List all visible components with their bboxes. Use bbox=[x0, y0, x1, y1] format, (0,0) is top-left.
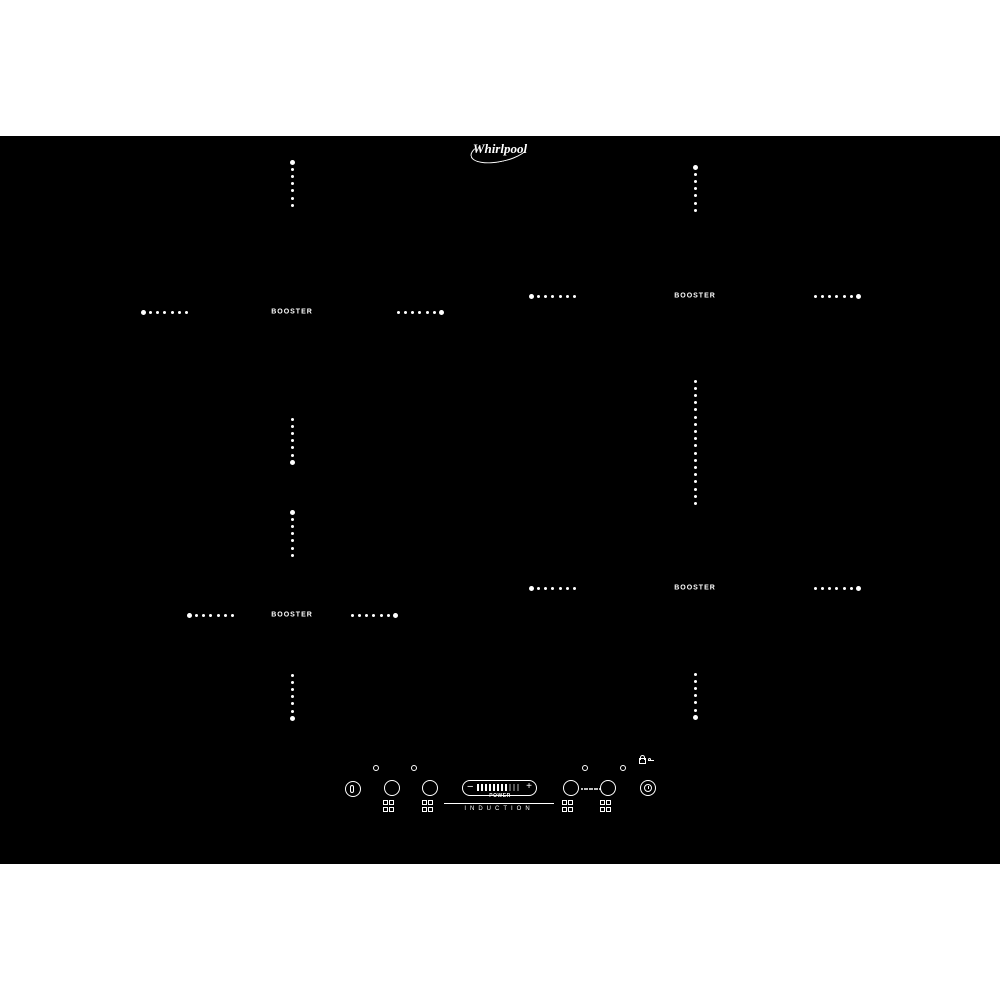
zone-select-rear-left-button[interactable] bbox=[384, 780, 400, 796]
zone-marker-dot bbox=[694, 502, 697, 505]
power-level-bar bbox=[481, 784, 483, 791]
zone-marker-dot bbox=[814, 295, 817, 298]
zone-marker-dot bbox=[694, 194, 697, 197]
zone-marker-dot bbox=[291, 710, 294, 713]
bridge-dot bbox=[591, 788, 593, 790]
zone-marker-dot bbox=[566, 295, 569, 298]
power-label: POWER bbox=[489, 793, 511, 799]
zone-marker-dot bbox=[843, 295, 846, 298]
zone-marker-dot bbox=[291, 439, 294, 442]
zone-marker-dot bbox=[291, 182, 294, 185]
zone-marker-dot bbox=[439, 310, 444, 315]
zone-marker-dot bbox=[290, 510, 295, 515]
zone-marker-dot bbox=[291, 518, 294, 521]
zone-marker-dot bbox=[291, 204, 294, 207]
zone-marker-dot bbox=[694, 394, 697, 397]
zone-marker-dot bbox=[694, 209, 697, 212]
zone-marker-dot bbox=[171, 311, 174, 314]
zone-marker-dot bbox=[291, 525, 294, 528]
power-on-off-button[interactable] bbox=[345, 781, 361, 797]
timer-indicator-icon bbox=[620, 765, 626, 771]
zone-marker-dot bbox=[433, 311, 436, 314]
zone-marker-dot bbox=[537, 295, 540, 298]
zone-marker-dot bbox=[291, 681, 294, 684]
zone-marker-dot bbox=[404, 311, 407, 314]
zone-marker-dot bbox=[291, 532, 294, 535]
zone-marker-dot bbox=[291, 702, 294, 705]
zone-marker-dot bbox=[178, 311, 181, 314]
zone-marker-dot bbox=[291, 197, 294, 200]
bridge-dot bbox=[586, 788, 588, 790]
clock-icon bbox=[644, 784, 652, 792]
zone-marker-dot bbox=[291, 432, 294, 435]
zone-marker-dot bbox=[291, 674, 294, 677]
zone-marker-dot bbox=[694, 473, 697, 476]
zone-marker-dot bbox=[573, 587, 576, 590]
zone-marker-dot bbox=[291, 695, 294, 698]
zone-marker-dot bbox=[291, 539, 294, 542]
zone-marker-dot bbox=[694, 488, 697, 491]
timer-button[interactable] bbox=[640, 780, 656, 796]
power-level-bar bbox=[497, 784, 499, 791]
zone-marker-dot bbox=[694, 452, 697, 455]
zone-rear-left-booster-label: BOOSTER bbox=[271, 308, 313, 316]
power-level-bar bbox=[513, 784, 515, 791]
zone-marker-dot bbox=[291, 446, 294, 449]
zone-marker-dot bbox=[821, 587, 824, 590]
zone-marker-dot bbox=[694, 444, 697, 447]
zone-marker-dot bbox=[358, 614, 361, 617]
zone-marker-dot bbox=[290, 716, 295, 721]
zone-marker-dot bbox=[202, 614, 205, 617]
zone-marker-dot bbox=[351, 614, 354, 617]
zone-marker-dot bbox=[694, 495, 697, 498]
zone-marker-dot bbox=[573, 295, 576, 298]
zone-marker-dot bbox=[693, 715, 698, 720]
zone-marker-dot bbox=[291, 425, 294, 428]
zone-marker-dot bbox=[559, 295, 562, 298]
power-level-bar bbox=[489, 784, 491, 791]
zone-marker-dot bbox=[694, 423, 697, 426]
power-level-bar bbox=[485, 784, 487, 791]
zone-marker-dot bbox=[291, 418, 294, 421]
zone-marker-dot bbox=[694, 709, 697, 712]
zone-marker-dot bbox=[290, 460, 295, 465]
zone-select-rear-right-button[interactable] bbox=[600, 780, 616, 796]
zone-marker-dot bbox=[224, 614, 227, 617]
power-level-bar bbox=[517, 784, 519, 791]
zone-marker-dot bbox=[291, 175, 294, 178]
zone-marker-dot bbox=[544, 295, 547, 298]
zone-front-right-pictogram-icon bbox=[562, 800, 574, 814]
zone-marker-dot bbox=[828, 587, 831, 590]
increase-power-icon[interactable]: + bbox=[526, 781, 532, 792]
zone-front-left-booster-label: BOOSTER bbox=[271, 611, 313, 619]
timer-indicator-icon bbox=[582, 765, 588, 771]
zone-select-front-right-button[interactable] bbox=[563, 780, 579, 796]
bridge-dot bbox=[596, 788, 598, 790]
zone-marker-dot bbox=[856, 294, 861, 299]
zone-marker-dot bbox=[537, 587, 540, 590]
power-level-bar bbox=[505, 784, 507, 791]
zone-marker-dot bbox=[566, 587, 569, 590]
zone-rear-left-pictogram-icon bbox=[383, 800, 395, 814]
zone-marker-dot bbox=[828, 295, 831, 298]
bridge-dot bbox=[599, 788, 601, 790]
zone-marker-dot bbox=[694, 466, 697, 469]
zone-marker-dot bbox=[529, 294, 534, 299]
zone-marker-dot bbox=[291, 547, 294, 550]
zone-marker-dot bbox=[693, 165, 698, 170]
zone-marker-dot bbox=[694, 387, 697, 390]
zone-marker-dot bbox=[694, 680, 697, 683]
cooktop-panel bbox=[0, 136, 1000, 864]
zone-marker-dot bbox=[821, 295, 824, 298]
brand-logo bbox=[468, 138, 532, 164]
zone-marker-dot bbox=[850, 295, 853, 298]
timer-indicator-icon bbox=[373, 765, 379, 771]
zone-marker-dot bbox=[231, 614, 234, 617]
zone-marker-dot bbox=[694, 701, 697, 704]
zone-marker-dot bbox=[856, 586, 861, 591]
zone-marker-dot bbox=[694, 380, 697, 383]
zone-marker-dot bbox=[694, 480, 697, 483]
zone-select-front-left-button[interactable] bbox=[422, 780, 438, 796]
timer-indicator-icon bbox=[411, 765, 417, 771]
zone-marker-dot bbox=[187, 613, 192, 618]
zone-marker-dot bbox=[694, 180, 697, 183]
zone-marker-dot bbox=[426, 311, 429, 314]
zone-marker-dot bbox=[217, 614, 220, 617]
zone-marker-dot bbox=[195, 614, 198, 617]
power-level-bar bbox=[477, 784, 479, 791]
zone-marker-dot bbox=[291, 688, 294, 691]
zone-rear-right-pictogram-icon bbox=[600, 800, 612, 814]
zone-marker-dot bbox=[397, 311, 400, 314]
power-level-bar bbox=[509, 784, 511, 791]
zone-marker-dot bbox=[694, 673, 697, 676]
bridge-dot bbox=[581, 788, 583, 790]
zone-marker-dot bbox=[411, 311, 414, 314]
zone-marker-dot bbox=[850, 587, 853, 590]
zone-marker-dot bbox=[843, 587, 846, 590]
zone-marker-dot bbox=[694, 430, 697, 433]
zone-marker-dot bbox=[694, 202, 697, 205]
zone-front-left-pictogram-icon bbox=[422, 800, 434, 814]
zone-marker-dot bbox=[529, 586, 534, 591]
zone-marker-dot bbox=[156, 311, 159, 314]
zone-rear-right-booster-label: BOOSTER bbox=[674, 292, 716, 300]
induction-divider bbox=[444, 803, 554, 804]
zone-marker-dot bbox=[694, 459, 697, 462]
zone-marker-dot bbox=[380, 614, 383, 617]
zone-marker-dot bbox=[559, 587, 562, 590]
zone-marker-dot bbox=[149, 311, 152, 314]
zone-marker-dot bbox=[544, 587, 547, 590]
zone-front-right-booster-label: BOOSTER bbox=[674, 584, 716, 592]
zone-marker-dot bbox=[291, 168, 294, 171]
brand-name: Whirlpool bbox=[472, 141, 528, 156]
zone-marker-dot bbox=[694, 416, 697, 419]
power-level-bar bbox=[493, 784, 495, 791]
zone-marker-dot bbox=[185, 311, 188, 314]
zone-marker-dot bbox=[694, 408, 697, 411]
zone-marker-dot bbox=[694, 187, 697, 190]
zone-marker-dot bbox=[291, 189, 294, 192]
power-icon bbox=[350, 785, 354, 793]
decrease-power-icon[interactable]: − bbox=[467, 781, 474, 793]
zone-marker-dot bbox=[694, 694, 697, 697]
zone-marker-dot bbox=[393, 613, 398, 618]
zone-marker-dot bbox=[814, 587, 817, 590]
zone-marker-dot bbox=[694, 687, 697, 690]
zone-marker-dot bbox=[291, 454, 294, 457]
zone-marker-dot bbox=[290, 160, 295, 165]
zone-marker-dot bbox=[694, 437, 697, 440]
induction-label: INDUCTION bbox=[464, 806, 534, 812]
zone-marker-dot bbox=[387, 614, 390, 617]
zone-marker-dot bbox=[694, 173, 697, 176]
child-lock-icon bbox=[639, 755, 655, 765]
zone-marker-dot bbox=[291, 554, 294, 557]
zone-marker-dot bbox=[694, 401, 697, 404]
zone-marker-dot bbox=[141, 310, 146, 315]
zone-marker-dot bbox=[365, 614, 368, 617]
power-level-bar bbox=[501, 784, 503, 791]
